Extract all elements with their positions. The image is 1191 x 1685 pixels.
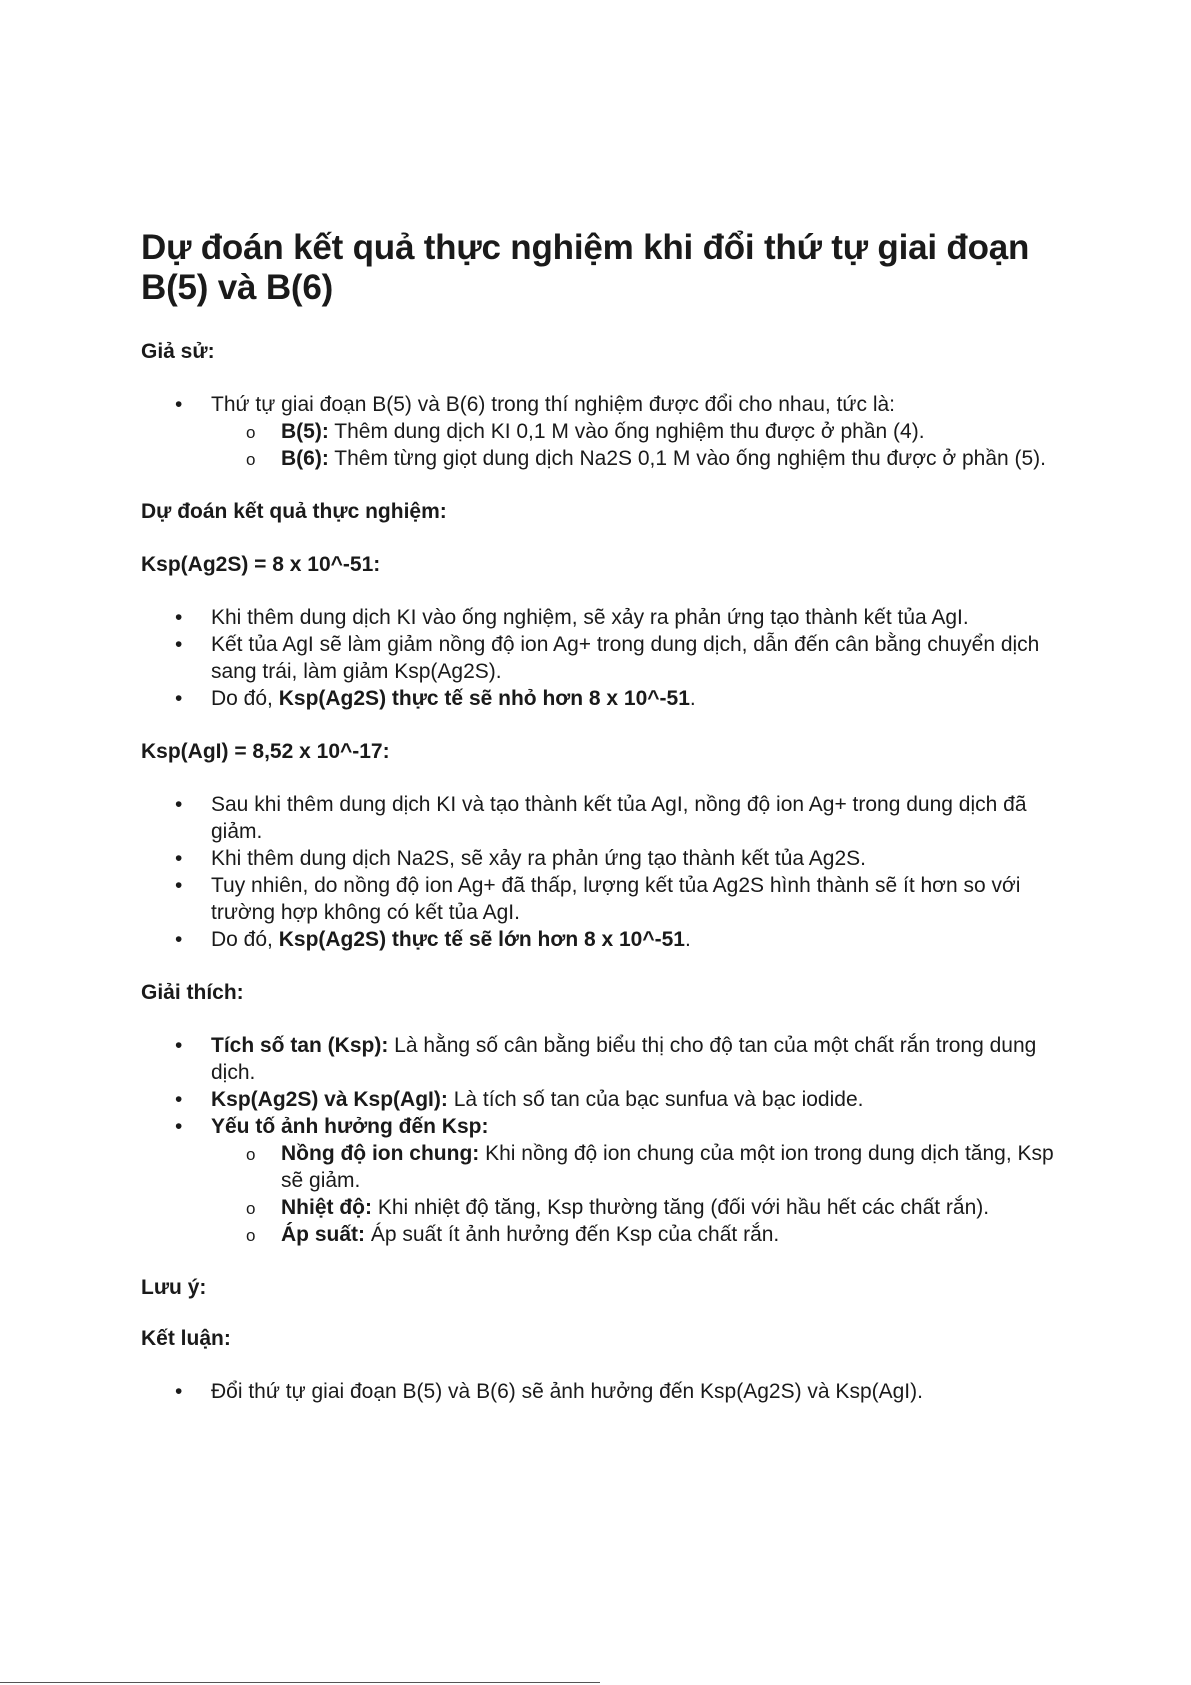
section-heading-ksp-agi: Ksp(AgI) = 8,52 x 10^-17: xyxy=(141,740,390,763)
list-item-suffix: . xyxy=(684,928,691,951)
document-page xyxy=(141,228,1061,1431)
sub-item-label: Áp suất: xyxy=(281,1223,365,1246)
ksp-ag2s-list xyxy=(141,604,1061,712)
sub-list-item xyxy=(211,1221,1061,1248)
sub-item-text: Áp suất ít ảnh hưởng đến Ksp của chất rắn. xyxy=(365,1223,780,1246)
sub-item-label: Nồng độ ion chung: xyxy=(281,1142,480,1165)
list-item-prefix: Do đó, xyxy=(211,928,279,951)
sub-item-text: Thêm dung dịch KI 0,1 M vào ống nghiệm thu được ở phần (4). xyxy=(328,420,925,443)
list-item xyxy=(141,391,1061,472)
section-heading-luu-y: Lưu ý: xyxy=(141,1276,207,1299)
sub-item-text: Thêm từng giọt dung dịch Na2S 0,1 M vào ống nghiệm thu được ở phần (5). xyxy=(328,447,1047,470)
list-item-prefix: Do đó, xyxy=(211,687,279,710)
list-item: • Kết tủa AgI sẽ làm giảm nồng độ ion Ag+ trong dung dịch, dẫn đến cân bằng chuyển dịch sang trái, làm giảm Ksp(Ag2S). xyxy=(141,631,1061,685)
sub-item-label: Nhiệt độ: xyxy=(281,1196,372,1219)
page-title: Dự đoán kết quả thực nghiệm khi đổi thứ tự giai đoạn B(5) và B(6) xyxy=(141,228,1030,307)
section-heading-du-doan: Dự đoán kết quả thực nghiệm: xyxy=(141,500,447,523)
list-item-label: Yếu tố ảnh hưởng đến Ksp: xyxy=(211,1115,489,1138)
list-item-bold: Ksp(Ag2S) thực tế sẽ lớn hơn 8 x 10^-51 xyxy=(278,928,685,951)
section-heading-ket-luan: Kết luận: xyxy=(141,1327,231,1350)
section-heading-giai-thich: Giải thích: xyxy=(141,981,244,1004)
list-item: • Tuy nhiên, do nồng độ ion Ag+ đã thấp, lượng kết tủa Ag2S hình thành sẽ ít hơn so với trường hợp không có kết tủa AgI. xyxy=(141,872,1061,926)
list-item: • Đổi thứ tự giai đoạn B(5) và B(6) sẽ ảnh hưởng đến Ksp(Ag2S) và Ksp(AgI). xyxy=(141,1378,1061,1405)
sub-list-item xyxy=(211,1194,1061,1221)
sub-item-text: Khi nồng độ ion chung của một ion trong dung dịch tăng, Ksp sẽ giảm. xyxy=(281,1142,1054,1192)
ksp-agi-list xyxy=(141,791,1061,953)
gia-su-sublist xyxy=(211,418,1061,472)
sub-item-label: B(6): xyxy=(281,447,329,470)
giai-thich-list xyxy=(141,1032,1061,1248)
list-item xyxy=(141,926,1061,953)
list-item-text: Là hằng số cân bằng biểu thị cho độ tan của một chất rắn trong dung dịch. xyxy=(211,1034,1037,1084)
footer-divider xyxy=(0,1682,600,1683)
list-item xyxy=(141,1086,1061,1113)
list-item: • Khi thêm dung dịch Na2S, sẽ xảy ra phản ứng tạo thành kết tủa Ag2S. xyxy=(141,845,1061,872)
section-heading-ksp-ag2s: Ksp(Ag2S) = 8 x 10^-51: xyxy=(141,553,381,576)
section-heading-gia-su: Giả sử: xyxy=(141,340,215,363)
list-item xyxy=(141,1113,1061,1248)
list-item-bold: Ksp(Ag2S) thực tế sẽ nhỏ hơn 8 x 10^-51 xyxy=(278,687,690,710)
list-item: • Khi thêm dung dịch KI vào ống nghiệm, sẽ xảy ra phản ứng tạo thành kết tủa AgI. xyxy=(141,604,1061,631)
gia-su-list xyxy=(141,391,1061,472)
factors-sublist xyxy=(211,1140,1061,1248)
list-item-text: Là tích số tan của bạc sunfua và bạc iodide. xyxy=(447,1088,864,1111)
list-item-text: Thứ tự giai đoạn B(5) và B(6) trong thí nghiệm được đổi cho nhau, tức là: xyxy=(211,393,896,416)
ket-luan-list xyxy=(141,1378,1061,1405)
sub-list-item xyxy=(211,445,1061,472)
list-item xyxy=(141,1032,1061,1086)
sub-list-item xyxy=(211,418,1061,445)
sub-item-label: B(5): xyxy=(281,420,329,443)
list-item xyxy=(141,685,1061,712)
list-item-label: Tích số tan (Ksp): xyxy=(211,1034,389,1057)
list-item-suffix: . xyxy=(689,687,696,710)
list-item-label: Ksp(Ag2S) và Ksp(AgI): xyxy=(211,1088,448,1111)
sub-list-item xyxy=(211,1140,1061,1194)
sub-item-text: Khi nhiệt độ tăng, Ksp thường tăng (đối với hầu hết các chất rắn). xyxy=(371,1196,990,1219)
list-item: • Sau khi thêm dung dịch KI và tạo thành kết tủa AgI, nồng độ ion Ag+ trong dung dịch đã giảm. xyxy=(141,791,1061,845)
